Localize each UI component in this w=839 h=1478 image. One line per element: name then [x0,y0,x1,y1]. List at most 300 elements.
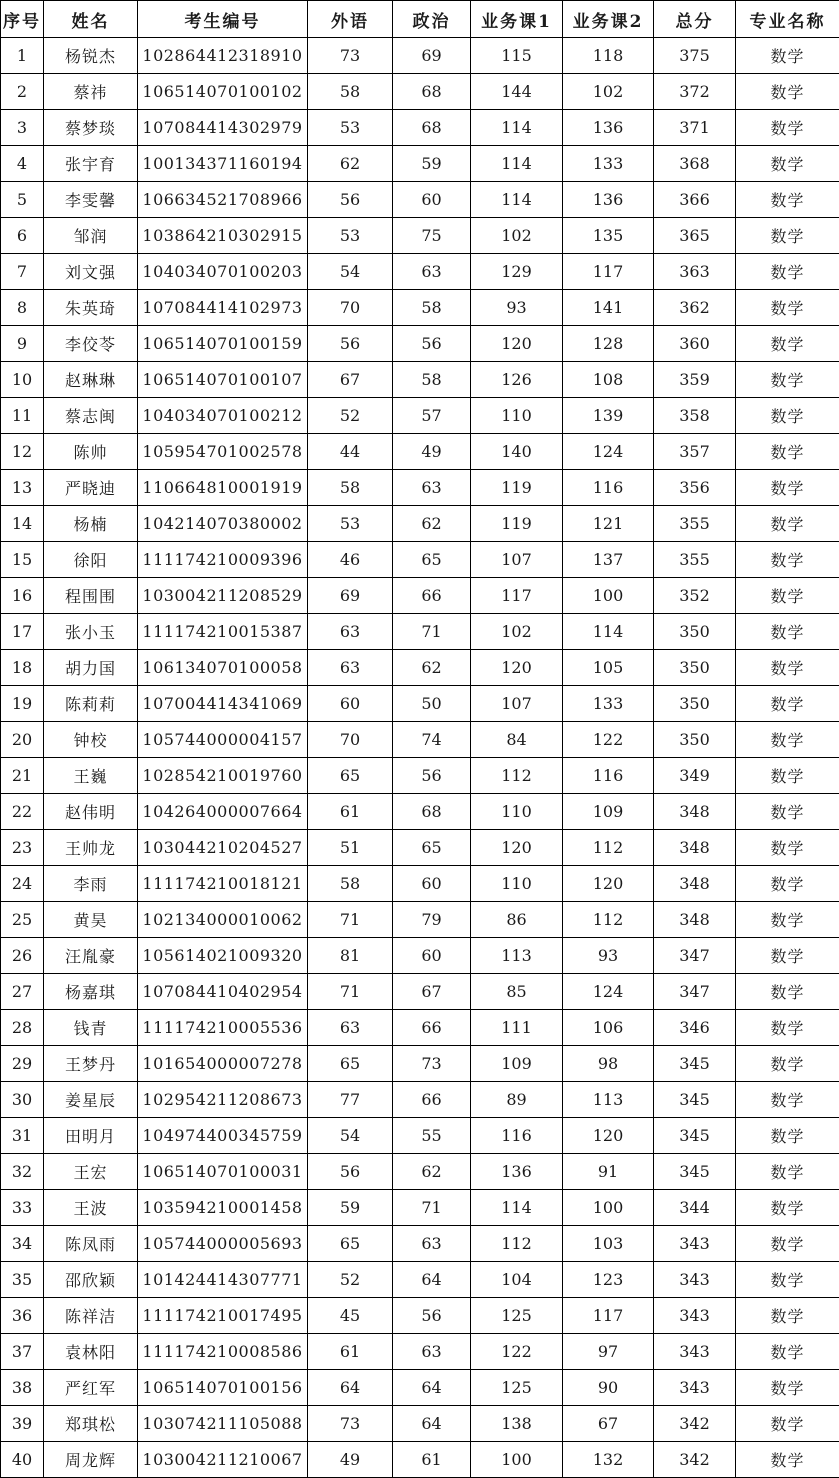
cell-candidate-id: 102134000010062 [138,902,308,938]
cell-course1: 138 [471,1406,563,1442]
table-row [1,74,839,110]
col-header-course2: 业务课2 [563,1,654,38]
cell-politics: 60 [393,938,471,974]
cell-total: 365 [654,218,736,254]
cell-course1: 114 [471,182,563,218]
cell-major: 数学 [736,542,839,578]
cell-politics: 73 [393,1046,471,1082]
cell-course1: 116 [471,1118,563,1154]
table-row [1,1010,839,1046]
cell-candidate-id: 103074211105088 [138,1406,308,1442]
cell-foreign-language: 45 [308,1298,393,1334]
cell-name: 姜星辰 [44,1082,138,1118]
cell-major: 数学 [736,326,839,362]
cell-total: 343 [654,1370,736,1406]
cell-total: 347 [654,938,736,974]
cell-foreign-language: 49 [308,1442,393,1478]
cell-total: 352 [654,578,736,614]
cell-total: 348 [654,866,736,902]
cell-course1: 117 [471,578,563,614]
cell-candidate-id: 102954211208673 [138,1082,308,1118]
cell-index: 2 [1,74,44,110]
cell-total: 345 [654,1118,736,1154]
cell-total: 366 [654,182,736,218]
cell-total: 343 [654,1262,736,1298]
cell-index: 14 [1,506,44,542]
cell-total: 350 [654,686,736,722]
cell-politics: 61 [393,1442,471,1478]
table-row [1,902,839,938]
cell-name: 程围围 [44,578,138,614]
cell-foreign-language: 54 [308,254,393,290]
cell-course2: 122 [563,722,654,758]
cell-foreign-language: 61 [308,1334,393,1370]
cell-name: 张宇育 [44,146,138,182]
cell-name: 李佼苓 [44,326,138,362]
cell-total: 363 [654,254,736,290]
cell-candidate-id: 111174210008586 [138,1334,308,1370]
cell-foreign-language: 51 [308,830,393,866]
cell-index: 39 [1,1406,44,1442]
cell-major: 数学 [736,182,839,218]
cell-foreign-language: 52 [308,398,393,434]
cell-course2: 117 [563,1298,654,1334]
cell-name: 蔡志闽 [44,398,138,434]
cell-major: 数学 [736,722,839,758]
cell-major: 数学 [736,938,839,974]
cell-course2: 120 [563,1118,654,1154]
cell-index: 23 [1,830,44,866]
cell-name: 郑琪松 [44,1406,138,1442]
cell-total: 343 [654,1226,736,1262]
cell-major: 数学 [736,1298,839,1334]
cell-index: 8 [1,290,44,326]
cell-name: 陈凤雨 [44,1226,138,1262]
cell-course2: 109 [563,794,654,830]
cell-index: 21 [1,758,44,794]
cell-foreign-language: 77 [308,1082,393,1118]
cell-foreign-language: 70 [308,722,393,758]
cell-major: 数学 [736,470,839,506]
cell-index: 30 [1,1082,44,1118]
cell-name: 胡力国 [44,650,138,686]
cell-course2: 100 [563,1190,654,1226]
cell-course2: 139 [563,398,654,434]
cell-name: 王梦丹 [44,1046,138,1082]
cell-course2: 135 [563,218,654,254]
table-row [1,362,839,398]
cell-index: 6 [1,218,44,254]
cell-name: 黄昊 [44,902,138,938]
cell-name: 李雯馨 [44,182,138,218]
cell-total: 357 [654,434,736,470]
cell-name: 徐阳 [44,542,138,578]
cell-total: 342 [654,1406,736,1442]
cell-course2: 136 [563,182,654,218]
cell-name: 杨锐杰 [44,38,138,74]
cell-course1: 114 [471,146,563,182]
table-row [1,1046,839,1082]
cell-index: 22 [1,794,44,830]
cell-foreign-language: 71 [308,974,393,1010]
cell-course1: 102 [471,218,563,254]
cell-major: 数学 [736,1406,839,1442]
cell-politics: 50 [393,686,471,722]
cell-name: 王巍 [44,758,138,794]
cell-name: 严红军 [44,1370,138,1406]
cell-politics: 69 [393,38,471,74]
cell-index: 35 [1,1262,44,1298]
cell-total: 372 [654,74,736,110]
cell-course2: 116 [563,758,654,794]
cell-course2: 98 [563,1046,654,1082]
cell-major: 数学 [736,1262,839,1298]
cell-major: 数学 [736,866,839,902]
cell-course2: 67 [563,1406,654,1442]
cell-major: 数学 [736,1442,839,1478]
cell-foreign-language: 81 [308,938,393,974]
cell-foreign-language: 63 [308,650,393,686]
cell-index: 19 [1,686,44,722]
cell-major: 数学 [736,110,839,146]
cell-candidate-id: 103044210204527 [138,830,308,866]
cell-politics: 68 [393,74,471,110]
cell-candidate-id: 101424414307771 [138,1262,308,1298]
cell-politics: 62 [393,1154,471,1190]
cell-index: 5 [1,182,44,218]
cell-total: 345 [654,1082,736,1118]
cell-politics: 55 [393,1118,471,1154]
table-row [1,398,839,434]
cell-foreign-language: 56 [308,326,393,362]
cell-politics: 62 [393,506,471,542]
cell-name: 王宏 [44,1154,138,1190]
cell-index: 4 [1,146,44,182]
cell-total: 375 [654,38,736,74]
cell-major: 数学 [736,1334,839,1370]
cell-name: 田明月 [44,1118,138,1154]
table-row [1,326,839,362]
cell-politics: 68 [393,794,471,830]
cell-name: 刘文强 [44,254,138,290]
cell-name: 赵琳琳 [44,362,138,398]
cell-course2: 133 [563,146,654,182]
cell-total: 348 [654,794,736,830]
cell-major: 数学 [736,1190,839,1226]
table-row [1,758,839,794]
table-row [1,974,839,1010]
cell-foreign-language: 64 [308,1370,393,1406]
cell-politics: 79 [393,902,471,938]
cell-major: 数学 [736,578,839,614]
cell-major: 数学 [736,686,839,722]
cell-total: 343 [654,1334,736,1370]
cell-politics: 64 [393,1406,471,1442]
cell-foreign-language: 61 [308,794,393,830]
cell-index: 11 [1,398,44,434]
cell-course1: 89 [471,1082,563,1118]
cell-candidate-id: 105744000004157 [138,722,308,758]
cell-course2: 136 [563,110,654,146]
table-row [1,434,839,470]
cell-total: 371 [654,110,736,146]
cell-course1: 125 [471,1298,563,1334]
cell-course2: 137 [563,542,654,578]
cell-course1: 120 [471,326,563,362]
table-row [1,1334,839,1370]
cell-politics: 63 [393,254,471,290]
cell-name: 钱青 [44,1010,138,1046]
cell-index: 34 [1,1226,44,1262]
cell-course1: 93 [471,290,563,326]
cell-politics: 68 [393,110,471,146]
table-row [1,722,839,758]
cell-candidate-id: 107084414302979 [138,110,308,146]
cell-course1: 112 [471,1226,563,1262]
cell-name: 王帅龙 [44,830,138,866]
cell-candidate-id: 107084410402954 [138,974,308,1010]
cell-course2: 114 [563,614,654,650]
cell-foreign-language: 65 [308,758,393,794]
table-row [1,794,839,830]
cell-foreign-language: 73 [308,1406,393,1442]
cell-course1: 114 [471,110,563,146]
cell-name: 邵欣颖 [44,1262,138,1298]
cell-course2: 121 [563,506,654,542]
cell-course1: 122 [471,1334,563,1370]
cell-foreign-language: 53 [308,506,393,542]
cell-foreign-language: 58 [308,866,393,902]
cell-course2: 100 [563,578,654,614]
table-row [1,1370,839,1406]
cell-candidate-id: 106514070100102 [138,74,308,110]
cell-course1: 114 [471,1190,563,1226]
cell-course1: 110 [471,866,563,902]
cell-course1: 113 [471,938,563,974]
cell-total: 368 [654,146,736,182]
table-row [1,38,839,74]
col-header-candidate-id: 考生编号 [138,1,308,38]
cell-index: 7 [1,254,44,290]
cell-politics: 57 [393,398,471,434]
cell-candidate-id: 106514070100156 [138,1370,308,1406]
cell-major: 数学 [736,1154,839,1190]
cell-candidate-id: 106514070100107 [138,362,308,398]
cell-course2: 120 [563,866,654,902]
cell-course2: 103 [563,1226,654,1262]
table-row [1,470,839,506]
cell-candidate-id: 103004211210067 [138,1442,308,1478]
cell-course2: 112 [563,902,654,938]
table-row [1,1262,839,1298]
table-row [1,1298,839,1334]
cell-major: 数学 [736,1370,839,1406]
cell-total: 343 [654,1298,736,1334]
cell-course1: 110 [471,398,563,434]
cell-candidate-id: 105744000005693 [138,1226,308,1262]
cell-name: 李雨 [44,866,138,902]
cell-major: 数学 [736,1010,839,1046]
cell-course1: 129 [471,254,563,290]
cell-index: 33 [1,1190,44,1226]
cell-candidate-id: 105954701002578 [138,434,308,470]
cell-index: 32 [1,1154,44,1190]
cell-major: 数学 [736,650,839,686]
col-header-name: 姓名 [44,1,138,38]
cell-major: 数学 [736,974,839,1010]
cell-foreign-language: 73 [308,38,393,74]
cell-index: 27 [1,974,44,1010]
table-row [1,1190,839,1226]
cell-course2: 113 [563,1082,654,1118]
cell-name: 周龙辉 [44,1442,138,1478]
cell-candidate-id: 105614021009320 [138,938,308,974]
cell-course2: 123 [563,1262,654,1298]
cell-course1: 111 [471,1010,563,1046]
header-row [1,1,839,38]
cell-politics: 65 [393,542,471,578]
cell-index: 37 [1,1334,44,1370]
table-row [1,686,839,722]
cell-total: 342 [654,1442,736,1478]
cell-major: 数学 [736,1226,839,1262]
cell-politics: 66 [393,1010,471,1046]
cell-total: 349 [654,758,736,794]
table-row [1,650,839,686]
cell-total: 348 [654,830,736,866]
table-row [1,938,839,974]
cell-politics: 67 [393,974,471,1010]
cell-major: 数学 [736,290,839,326]
cell-course2: 108 [563,362,654,398]
cell-course1: 120 [471,650,563,686]
cell-name: 蔡祎 [44,74,138,110]
cell-candidate-id: 106514070100031 [138,1154,308,1190]
table-row [1,542,839,578]
cell-candidate-id: 106134070100058 [138,650,308,686]
cell-politics: 56 [393,326,471,362]
cell-candidate-id: 104264000007664 [138,794,308,830]
cell-index: 17 [1,614,44,650]
cell-course1: 85 [471,974,563,1010]
cell-candidate-id: 107084414102973 [138,290,308,326]
cell-candidate-id: 106514070100159 [138,326,308,362]
cell-name: 袁林阳 [44,1334,138,1370]
cell-course2: 116 [563,470,654,506]
cell-major: 数学 [736,794,839,830]
cell-index: 18 [1,650,44,686]
table-row [1,182,839,218]
col-header-course1: 业务课1 [471,1,563,38]
cell-major: 数学 [736,254,839,290]
cell-name: 杨嘉琪 [44,974,138,1010]
cell-index: 10 [1,362,44,398]
cell-index: 3 [1,110,44,146]
cell-course1: 86 [471,902,563,938]
cell-politics: 60 [393,182,471,218]
cell-foreign-language: 59 [308,1190,393,1226]
table-row [1,290,839,326]
cell-index: 29 [1,1046,44,1082]
cell-foreign-language: 56 [308,1154,393,1190]
cell-total: 350 [654,614,736,650]
cell-foreign-language: 58 [308,470,393,506]
cell-total: 362 [654,290,736,326]
table-row [1,1442,839,1478]
cell-index: 9 [1,326,44,362]
cell-foreign-language: 56 [308,182,393,218]
table-row [1,1406,839,1442]
cell-major: 数学 [736,1046,839,1082]
cell-course1: 102 [471,614,563,650]
cell-foreign-language: 60 [308,686,393,722]
cell-politics: 64 [393,1262,471,1298]
cell-foreign-language: 69 [308,578,393,614]
table-row [1,1118,839,1154]
cell-politics: 63 [393,1334,471,1370]
cell-course2: 124 [563,434,654,470]
cell-name: 蔡梦琰 [44,110,138,146]
table-row [1,254,839,290]
cell-foreign-language: 67 [308,362,393,398]
cell-course1: 107 [471,686,563,722]
cell-course1: 120 [471,830,563,866]
cell-candidate-id: 102854210019760 [138,758,308,794]
cell-foreign-language: 53 [308,218,393,254]
cell-major: 数学 [736,614,839,650]
cell-major: 数学 [736,74,839,110]
cell-politics: 74 [393,722,471,758]
cell-foreign-language: 54 [308,1118,393,1154]
cell-name: 陈帅 [44,434,138,470]
table-row [1,614,839,650]
cell-total: 345 [654,1154,736,1190]
cell-course1: 84 [471,722,563,758]
cell-politics: 71 [393,614,471,650]
cell-major: 数学 [736,434,839,470]
cell-total: 356 [654,470,736,506]
table-row [1,110,839,146]
cell-candidate-id: 104034070100203 [138,254,308,290]
cell-course2: 117 [563,254,654,290]
table-row [1,578,839,614]
cell-index: 16 [1,578,44,614]
cell-index: 20 [1,722,44,758]
cell-name: 钟校 [44,722,138,758]
cell-candidate-id: 110664810001919 [138,470,308,506]
cell-course1: 125 [471,1370,563,1406]
cell-total: 350 [654,650,736,686]
cell-politics: 63 [393,470,471,506]
cell-candidate-id: 102864412318910 [138,38,308,74]
cell-candidate-id: 107004414341069 [138,686,308,722]
cell-name: 张小玉 [44,614,138,650]
cell-name: 陈祥洁 [44,1298,138,1334]
cell-politics: 66 [393,1082,471,1118]
cell-politics: 65 [393,830,471,866]
cell-course2: 93 [563,938,654,974]
cell-politics: 62 [393,650,471,686]
cell-major: 数学 [736,38,839,74]
cell-course2: 124 [563,974,654,1010]
table-row [1,146,839,182]
cell-candidate-id: 111174210005536 [138,1010,308,1046]
cell-index: 36 [1,1298,44,1334]
cell-index: 15 [1,542,44,578]
cell-foreign-language: 58 [308,74,393,110]
cell-course1: 110 [471,794,563,830]
cell-course2: 105 [563,650,654,686]
